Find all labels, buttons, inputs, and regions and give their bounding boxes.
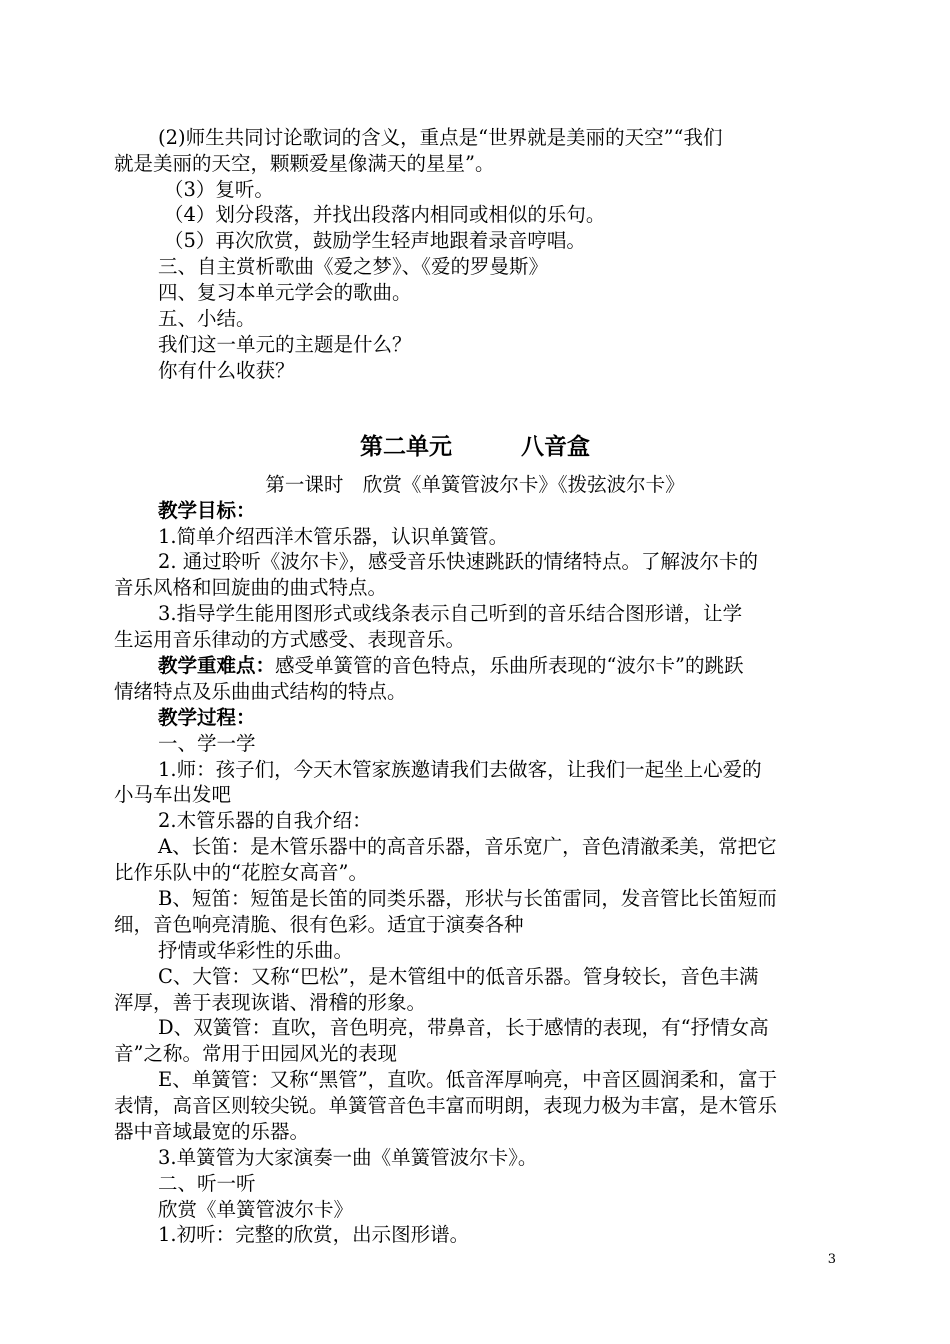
text-line: 1.师：孩子们，今天木管家族邀请我们去做客，让我们一起坐上心爱的 [158,758,762,781]
text-line: 我们这一单元的主题是什么？ [158,333,412,356]
text-line: 四、复习本单元学会的歌曲。 [158,281,412,304]
text-line: 就是美丽的天空，颗颗爱星像满天的星星”。 [114,152,495,175]
text-line: 小马车出发吧 [114,783,232,806]
text-line: 情绪特点及乐曲曲式结构的特点。 [114,680,407,703]
text-line: 三、自主赏析歌曲《爱之梦》、《爱的罗曼斯》 [158,255,549,278]
text-line: 欣赏《单簧管波尔卡》 [158,1198,354,1221]
text-line: 比作乐队中的“花腔女高音”。 [114,861,368,884]
keypoints-line [158,653,888,679]
text-line: B、短笛：短笛是长笛的同类乐器，形状与长笛雷同，发音管比长笛短而 [158,887,777,910]
unit-title: 第二单元 八音盒 [360,433,590,460]
text-line: 一、学一学 [158,732,256,755]
text-line: 抒情或华彩性的乐曲。 [158,939,354,962]
text-line: 五、小结。 [158,307,256,330]
text-line: （4）划分段落，并找出段落内相同或相似的乐句。 [164,203,606,226]
text-line: C、大管：又称“巴松”，是木管组中的低音乐器。管身较长，音色丰满 [158,965,759,988]
text-line: 器中音域最宽的乐器。 [114,1120,310,1143]
keypoints-heading: 教学重难点： [158,654,276,677]
text-line: E、单簧管：又称“黑管”，直吹。低音浑厚响亮，中音区圆润柔和，富于 [158,1068,778,1091]
text-line: 生运用音乐律动的方式感受、表现音乐。 [114,628,466,651]
text-line: 3.单簧管为大家演奏一曲《单簧管波尔卡》。 [158,1146,538,1169]
text-line: 2. 通过聆听《波尔卡》，感受音乐快速跳跃的情绪特点。了解波尔卡的 [158,550,759,573]
text-line: （3）复听。 [164,178,274,201]
process-heading: 教学过程： [158,706,256,729]
text-line: 细，音色响亮清脆、很有色彩。适宜于演奏各种 [114,913,524,936]
text-line: D、双簧管：直吹，音色明亮，带鼻音，长于感情的表现，有“抒情女高 [158,1016,769,1039]
text-line: 1.简单介绍西洋木管乐器，认识单簧管。 [158,525,509,548]
page-number: 3 [827,1252,836,1267]
text-line: 音乐风格和回旋曲的曲式特点。 [114,576,388,599]
text-line: 2.木管乐器的自我介绍： [158,809,372,832]
text-line: (2)师生共同讨论歌词的含义，重点是“世界就是美丽的天空”“我们 [158,126,723,149]
goals-heading: 教学目标： [158,499,256,522]
text-line: 音”之称。常用于田园风光的表现 [114,1042,397,1065]
text-line: 1.初听：完整的欣赏，出示图形谱。 [158,1223,470,1246]
lesson-title: 第一课时 欣赏《单簧管波尔卡》《拨弦波尔卡》 [265,473,685,496]
text-line: 二、听一听 [158,1172,256,1195]
text-line: 浑厚，善于表现诙谐、滑稽的形象。 [114,991,427,1014]
keypoints-text: 感受单簧管的音色特点，乐曲所表现的“波尔卡”的跳跃 [275,654,744,677]
text-line: 3.指导学生能用图形式或线条表示自己听到的音乐结合图形谱，让学 [158,602,743,625]
text-line: （5）再次欣赏，鼓励学生轻声地跟着录音哼唱。 [164,229,586,252]
text-line: A、长笛：是木管乐器中的高音乐器，音乐宽广，音色清澈柔美，常把它 [158,835,777,858]
text-line: 你有什么收获？ [158,359,295,382]
text-line: 表情，高音区则较尖锐。单簧管音色丰富而明朗，表现力极为丰富，是木管乐 [114,1094,778,1117]
